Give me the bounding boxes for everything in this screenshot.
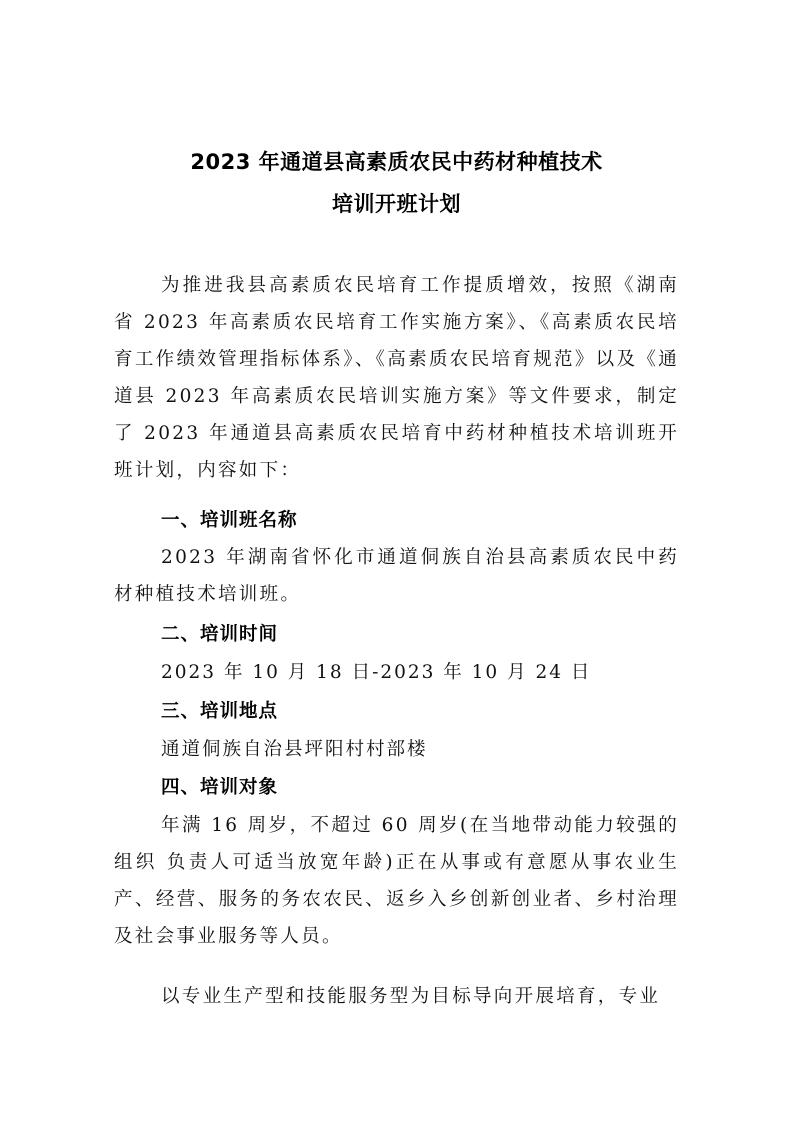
section-heading-1: 一、培训班名称	[161, 510, 298, 531]
intro-paragraph: 为推进我县高素质农民培育工作提质增效，按照《湖南省 2023 年高素质农民培育工作实施方案》、《高素质农民培育工作绩效管理指标体系》、《高素质农民培育规范》以及《通道县 2023 年高素质农民培训实施方案》等文件要求，制定了 2023 年通道县高素质农民培育中药材种植技术培训班开班计划，内容如下：	[114, 275, 679, 481]
section-heading-3: 三、培训地点	[161, 701, 279, 722]
section-heading-2: 二、培训时间	[161, 624, 279, 645]
section-body-1: 2023 年湖南省怀化市通道侗族自治县高素质农民中药材种植技术培训班。	[114, 547, 679, 605]
section-body-2: 2023 年 10 月 18 日-2023 年 10 月 24 日	[161, 662, 592, 683]
section-heading-4: 四、培训对象	[161, 777, 279, 798]
document-title-line-1: 2023 年通道县高素质农民中药材种植技术	[190, 150, 603, 174]
document-title-line-2: 培训开班计划	[332, 192, 461, 216]
section-body-3: 通道侗族自治县坪阳村村部楼	[161, 739, 428, 760]
last-paragraph: 以专业生产型和技能服务型为目标导向开展培育，专业	[161, 986, 661, 1007]
section-body-4: 年满 16 周岁，不超过 60 周岁(在当地带动能力较强的组织 负责人可适当放宽年龄)正在从事或有意愿从事农业生产、经营、服务的务农农民、返乡入乡创新创业者、乡村治理及社会事业服务等人员。	[114, 815, 679, 947]
